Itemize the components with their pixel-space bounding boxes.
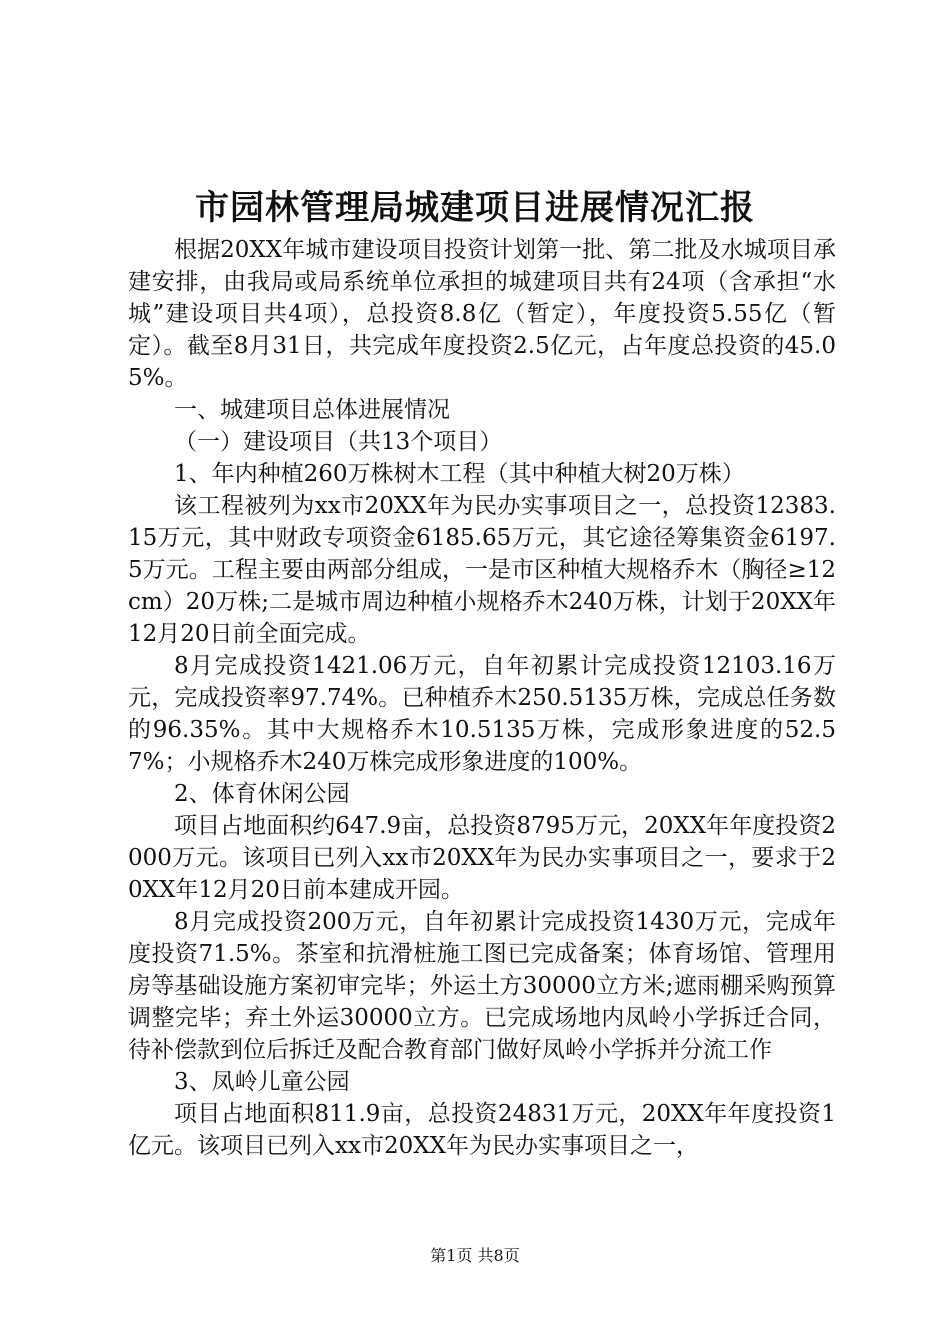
item-heading: 2、体育休闲公园 xyxy=(174,781,350,807)
body-paragraph: 该工程被列为xx市20XX年为民办实事项目之一，总投资12383.15万元，其中财政专项资金6185.65万元，其它途径筹集资金6197.5万元。工程主要由两部分组成，一是市区种植大规格乔木（胸径≥12cm）20万株;二是城市周边种植小规格乔木240万株，计划于20XX年12月20日前全面完成。 xyxy=(128,493,836,647)
page-number: 第1页 共8页 xyxy=(430,1246,520,1265)
item-heading: 3、凤岭儿童公园 xyxy=(174,1069,350,1095)
subsection-heading: （一）建设项目（共13个项目） xyxy=(174,429,503,455)
body-paragraph: 8月完成投资1421.06万元，自年初累计完成投资12103.16万元，完成投资率97.74%。已种植乔木250.5135万株，完成总任务数的96.35%。其中大规格乔木10.5135万株，完成形象进度的52.57%；小规格乔木240万株完成形象进度的100%。 xyxy=(128,653,836,775)
section-heading: 一、城建项目总体进展情况 xyxy=(174,397,450,423)
document-body xyxy=(128,234,836,1162)
intro-paragraph: 根据20XX年城市建设项目投资计划第一批、第二批及水城项目承建安排，由我局或局系统单位承担的城建项目共有24项（含承担“水城”建设项目共4项），总投资8.8亿（暂定），年度投资5.55亿（暂定）。截至8月31日，共完成年度投资2.5亿元，占年度总投资的45.05%。 xyxy=(128,237,836,391)
item-heading: 1、年内种植260万株树木工程（其中种植大树20万株） xyxy=(174,461,745,487)
document-title: 市园林管理局城建项目进展情况汇报 xyxy=(195,188,755,228)
body-paragraph: 8月完成投资200万元，自年初累计完成投资1430万元，完成年度投资71.5%。茶室和抗滑桩施工图已完成备案；体育场馆、管理用房等基础设施方案初审完毕；外运土方30000立方米;遮雨棚采购预算调整完毕；弃土外运30000立方。已完成场地内凤岭小学拆迁合同，待补偿款到位后拆迁及配合教育部门做好凤岭小学拆并分流工作 xyxy=(128,909,836,1063)
body-paragraph: 项目占地面积811.9亩，总投资24831万元，20XX年年度投资1亿元。该项目已列入xx市20XX年为民办实事项目之一， xyxy=(128,1101,836,1159)
body-paragraph: 项目占地面积约647.9亩，总投资8795万元，20XX年年度投资2000万元。该项目已列入xx市20XX年为民办实事项目之一，要求于20XX年12月20日前本建成开园。 xyxy=(128,813,836,903)
